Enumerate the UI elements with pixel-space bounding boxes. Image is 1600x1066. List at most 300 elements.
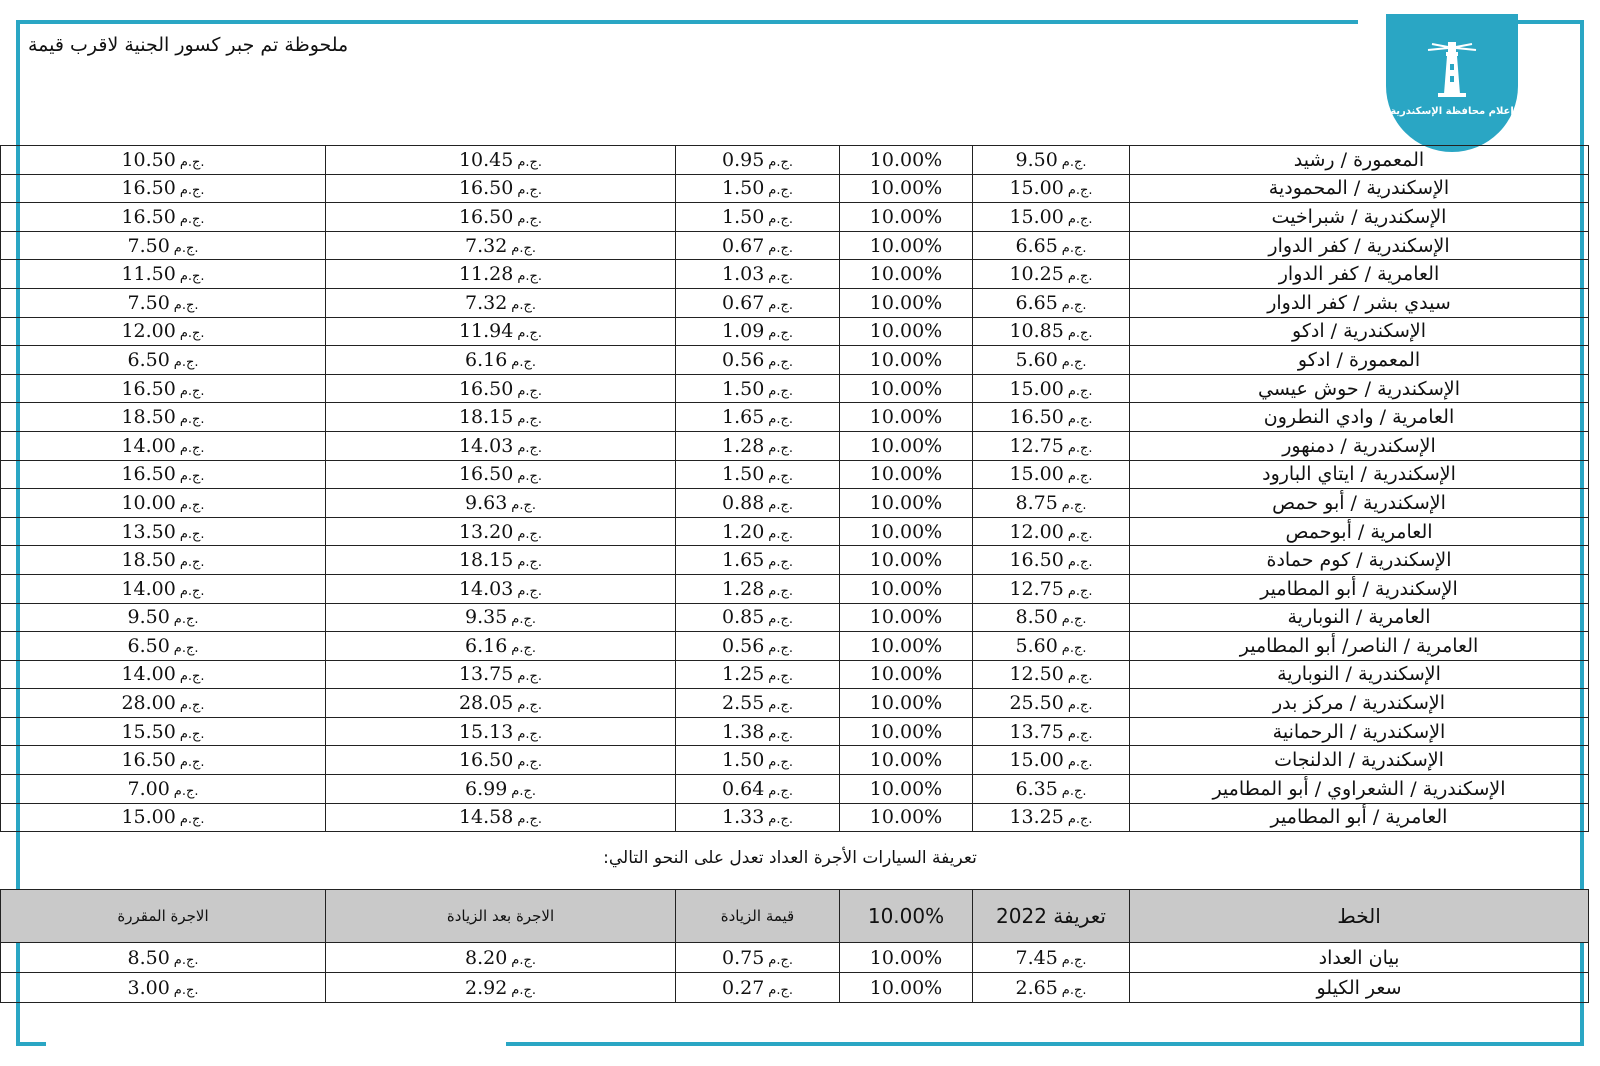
currency-label: ج.م. xyxy=(179,383,205,399)
increase-value-cell-value: 1.28 xyxy=(721,577,765,600)
currency-label: ج.م. xyxy=(768,211,794,227)
final-fare-cell xyxy=(1,546,326,575)
route-name-cell: المعمورة / ادكو xyxy=(1130,346,1589,375)
fare-2022-cell-value: 15.00 xyxy=(1009,205,1064,228)
currency-label: ج.م. xyxy=(517,154,543,170)
percentage-cell: 10.00% xyxy=(840,943,973,973)
percentage-cell: 10.00% xyxy=(840,403,973,432)
currency-label: ج.م. xyxy=(179,211,205,227)
final-fare-cell-value: 9.50 xyxy=(127,606,170,629)
increase-value-cell-value: 1.25 xyxy=(721,663,765,686)
increase-value-cell-value: 0.85 xyxy=(721,606,765,629)
fare-after-increase-cell-value: 2.92 xyxy=(464,976,508,999)
increase-value-cell xyxy=(676,231,840,260)
route-name-cell: العامرية / الناصر/ أبو المطامير xyxy=(1130,632,1589,661)
table-row xyxy=(1,574,1589,603)
currency-label: ج.م. xyxy=(517,211,543,227)
currency-label: ج.م. xyxy=(768,669,794,685)
percentage-cell: 10.00% xyxy=(840,689,973,718)
currency-label: ج.م. xyxy=(768,982,794,998)
fare-after-increase-cell xyxy=(326,689,676,718)
currency-label: ج.م. xyxy=(1061,240,1087,256)
fare-after-increase-cell-value: 9.35 xyxy=(464,606,508,629)
final-fare-cell-value: 8.50 xyxy=(127,946,170,969)
fare-2022-cell xyxy=(973,717,1130,746)
increase-value-cell-value: 1.65 xyxy=(721,549,765,572)
currency-label: ج.م. xyxy=(1067,269,1093,285)
fare-2022-cell-value: 10.85 xyxy=(1009,320,1064,343)
route-name-cell: الإسكندرية / شبراخيت xyxy=(1130,203,1589,232)
fare-after-increase-cell-value: 18.15 xyxy=(458,549,514,572)
currency-label: ج.م. xyxy=(768,326,794,342)
final-fare-cell-value: 14.00 xyxy=(121,434,176,457)
currency-label: ج.م. xyxy=(517,583,543,599)
table-row xyxy=(1,803,1589,832)
fare-2022-cell-value: 12.00 xyxy=(1009,520,1064,543)
currency-label: ج.م. xyxy=(1061,354,1087,370)
rounding-note: ملحوظة تم جبر كسور الجنية لاقرب قيمة xyxy=(28,34,349,56)
final-fare-cell xyxy=(1,717,326,746)
fare-2022-cell xyxy=(973,574,1130,603)
currency-label: ج.م. xyxy=(179,183,205,199)
fare-after-increase-cell xyxy=(326,346,676,375)
fare-2022-cell-value: 7.45 xyxy=(1015,946,1058,969)
table-row xyxy=(1,632,1589,661)
fare-after-increase-cell xyxy=(326,288,676,317)
currency-label: ج.م. xyxy=(768,497,794,513)
increase-value-cell xyxy=(676,431,840,460)
increase-value-cell-value: 0.56 xyxy=(721,634,765,657)
currency-label: ج.م. xyxy=(179,583,205,599)
final-fare-cell xyxy=(1,374,326,403)
percentage-cell: 10.00% xyxy=(840,775,973,804)
fare-2022-cell-value: 25.50 xyxy=(1009,692,1064,715)
currency-label: ج.م. xyxy=(1067,469,1093,485)
increase-value-cell xyxy=(676,489,840,518)
fare-2022-cell-value: 5.60 xyxy=(1015,634,1058,657)
fare-2022-cell xyxy=(973,660,1130,689)
final-fare-cell xyxy=(1,146,326,175)
percentage-cell: 10.00% xyxy=(840,317,973,346)
increase-value-cell xyxy=(676,174,840,203)
percentage-cell: 10.00% xyxy=(840,260,973,289)
percentage-cell: 10.00% xyxy=(840,717,973,746)
route-name-cell: الإسكندرية / الرحمانية xyxy=(1130,717,1589,746)
currency-label: ج.م. xyxy=(173,783,199,799)
fare-2022-cell xyxy=(973,146,1130,175)
percentage-cell: 10.00% xyxy=(840,346,973,375)
final-fare-cell-value: 14.00 xyxy=(121,663,176,686)
table-row xyxy=(1,203,1589,232)
percentage-cell: 10.00% xyxy=(840,231,973,260)
currency-label: ج.م. xyxy=(179,669,205,685)
increase-value-cell-value: 1.09 xyxy=(721,320,765,343)
final-fare-cell-value: 16.50 xyxy=(121,749,176,772)
fare-2022-cell xyxy=(973,603,1130,632)
final-fare-cell-value: 18.50 xyxy=(121,406,176,429)
table-row xyxy=(1,775,1589,804)
fare-2022-cell-value: 13.75 xyxy=(1009,720,1064,743)
fare-2022-cell xyxy=(973,346,1130,375)
fare-2022-cell xyxy=(973,231,1130,260)
final-fare-cell xyxy=(1,174,326,203)
currency-label: ج.م. xyxy=(768,812,794,828)
percentage-cell: 10.00% xyxy=(840,431,973,460)
fare-after-increase-cell-value: 18.15 xyxy=(458,406,514,429)
currency-label: ج.م. xyxy=(1061,297,1087,313)
final-fare-cell xyxy=(1,403,326,432)
final-fare-cell xyxy=(1,260,326,289)
percentage-cell: 10.00% xyxy=(840,460,973,489)
increase-value-cell xyxy=(676,260,840,289)
increase-value-cell-value: 1.65 xyxy=(721,406,765,429)
currency-label: ج.م. xyxy=(517,469,543,485)
increase-value-cell xyxy=(676,460,840,489)
increase-value-cell-value: 2.55 xyxy=(721,692,765,715)
route-name-cell: الإسكندرية / مركز بدر xyxy=(1130,689,1589,718)
fare-after-increase-cell-value: 14.03 xyxy=(458,434,514,457)
frame-bottom-right-border xyxy=(506,1042,1584,1046)
table-row xyxy=(1,943,1589,973)
currency-label: ج.م. xyxy=(768,952,794,968)
fare-after-increase-cell xyxy=(326,803,676,832)
currency-label: ج.م. xyxy=(517,755,543,771)
fare-2022-cell-value: 15.00 xyxy=(1009,463,1064,486)
final-fare-cell-value: 28.00 xyxy=(121,692,176,715)
fare-2022-cell-value: 15.00 xyxy=(1009,377,1064,400)
increase-value-cell-value: 1.50 xyxy=(721,377,765,400)
final-fare-cell-value: 14.00 xyxy=(121,577,176,600)
fare-2022-cell-value: 12.50 xyxy=(1009,663,1064,686)
currency-label: ج.م. xyxy=(511,354,537,370)
final-fare-cell xyxy=(1,660,326,689)
fare-after-increase-cell-value: 14.03 xyxy=(458,577,514,600)
currency-label: ج.م. xyxy=(517,440,543,456)
final-fare-cell-value: 6.50 xyxy=(127,634,170,657)
fare-after-increase-cell xyxy=(326,746,676,775)
currency-label: ج.م. xyxy=(1067,440,1093,456)
currency-label: ج.م. xyxy=(173,640,199,656)
final-fare-cell xyxy=(1,632,326,661)
fare-after-increase-cell xyxy=(326,517,676,546)
fare-2022-cell-value: 6.65 xyxy=(1015,234,1058,257)
increase-value-cell-value: 1.33 xyxy=(721,806,765,829)
table-row xyxy=(1,288,1589,317)
fare-2022-cell xyxy=(973,746,1130,775)
currency-label: ج.م. xyxy=(511,297,537,313)
header-final-fare: الاجرة المقررة xyxy=(1,890,326,943)
fare-2022-cell xyxy=(973,546,1130,575)
currency-label: ج.م. xyxy=(1061,982,1087,998)
increase-value-cell-value: 0.88 xyxy=(721,491,765,514)
final-fare-cell-value: 16.50 xyxy=(121,463,176,486)
fare-after-increase-cell-value: 7.32 xyxy=(464,234,508,257)
currency-label: ج.م. xyxy=(179,440,205,456)
table-row xyxy=(1,374,1589,403)
fare-after-increase-cell-value: 13.75 xyxy=(458,663,514,686)
currency-label: ج.م. xyxy=(173,354,199,370)
route-name-cell: المعمورة / رشيد xyxy=(1130,146,1589,175)
fare-after-increase-cell-value: 6.16 xyxy=(464,634,508,657)
fare-after-increase-cell-value: 6.16 xyxy=(464,348,508,371)
fare-after-increase-cell-value: 16.50 xyxy=(458,205,514,228)
currency-label: ج.م. xyxy=(1067,383,1093,399)
increase-value-cell-value: 0.56 xyxy=(721,348,765,371)
fare-after-increase-cell xyxy=(326,943,676,973)
final-fare-cell-value: 16.50 xyxy=(121,205,176,228)
meter-header-row xyxy=(1,890,1589,943)
fare-2022-cell xyxy=(973,374,1130,403)
meter-taxi-title: تعريفة السيارات الأجرة العداد تعدل على النحو التالي: xyxy=(603,848,977,868)
table-row xyxy=(1,660,1589,689)
route-name-cell: الإسكندرية / المحمودية xyxy=(1130,174,1589,203)
currency-label: ج.م. xyxy=(768,354,794,370)
fare-after-increase-cell xyxy=(326,231,676,260)
route-name-cell: الإسكندرية / الدلنجات xyxy=(1130,746,1589,775)
final-fare-cell-value: 7.50 xyxy=(127,291,170,314)
currency-label: ج.م. xyxy=(1061,783,1087,799)
currency-label: ج.م. xyxy=(179,269,205,285)
fare-2022-cell-value: 12.75 xyxy=(1009,577,1064,600)
table-row xyxy=(1,603,1589,632)
final-fare-cell-value: 7.00 xyxy=(127,777,170,800)
table-row xyxy=(1,489,1589,518)
meter-taxi-table xyxy=(0,889,1589,1003)
currency-label: ج.م. xyxy=(1067,669,1093,685)
frame-bottom-left-border xyxy=(16,1042,46,1046)
final-fare-cell xyxy=(1,973,326,1003)
fare-2022-cell xyxy=(973,203,1130,232)
header-increase-value: قيمة الزيادة xyxy=(676,890,840,943)
route-name-cell: العامرية / كفر الدوار xyxy=(1130,260,1589,289)
currency-label: ج.م. xyxy=(173,952,199,968)
fare-after-increase-cell-value: 8.20 xyxy=(464,946,508,969)
currency-label: ج.م. xyxy=(768,783,794,799)
table-row xyxy=(1,517,1589,546)
final-fare-cell-value: 7.50 xyxy=(127,234,170,257)
increase-value-cell-value: 0.67 xyxy=(721,234,765,257)
currency-label: ج.م. xyxy=(517,383,543,399)
final-fare-cell xyxy=(1,775,326,804)
percentage-cell: 10.00% xyxy=(840,803,973,832)
header-percentage: 10.00% xyxy=(840,890,973,943)
fare-2022-cell-value: 10.25 xyxy=(1009,263,1064,286)
increase-value-cell-value: 0.75 xyxy=(721,946,765,969)
currency-label: ج.م. xyxy=(768,412,794,428)
currency-label: ج.م. xyxy=(1067,555,1093,571)
currency-label: ج.م. xyxy=(179,526,205,542)
final-fare-cell xyxy=(1,317,326,346)
fare-2022-cell xyxy=(973,803,1130,832)
fare-after-increase-cell xyxy=(326,775,676,804)
table-row xyxy=(1,717,1589,746)
currency-label: ج.م. xyxy=(1067,183,1093,199)
fare-after-increase-cell xyxy=(326,146,676,175)
route-name-cell: سعر الكيلو xyxy=(1130,973,1589,1003)
fare-2022-cell xyxy=(973,288,1130,317)
fare-2022-cell-value: 15.00 xyxy=(1009,177,1064,200)
currency-label: ج.م. xyxy=(1067,755,1093,771)
currency-label: ج.م. xyxy=(768,383,794,399)
percentage-cell: 10.00% xyxy=(840,632,973,661)
currency-label: ج.م. xyxy=(511,982,537,998)
route-name-cell: العامرية / أبو المطامير xyxy=(1130,803,1589,832)
currency-label: ج.م. xyxy=(768,269,794,285)
final-fare-cell-value: 11.50 xyxy=(121,263,176,286)
fare-after-increase-cell-value: 15.13 xyxy=(458,720,514,743)
fare-after-increase-cell xyxy=(326,374,676,403)
currency-label: ج.م. xyxy=(179,698,205,714)
fare-2022-cell xyxy=(973,973,1130,1003)
fare-after-increase-cell-value: 7.32 xyxy=(464,291,508,314)
final-fare-cell-value: 15.50 xyxy=(121,720,176,743)
percentage-cell: 10.00% xyxy=(840,146,973,175)
fare-after-increase-cell-value: 14.58 xyxy=(458,806,514,829)
increase-value-cell-value: 0.67 xyxy=(721,291,765,314)
increase-value-cell-value: 1.28 xyxy=(721,434,765,457)
final-fare-cell-value: 15.00 xyxy=(121,806,176,829)
increase-value-cell-value: 1.50 xyxy=(721,205,765,228)
fare-2022-cell xyxy=(973,403,1130,432)
currency-label: ج.م. xyxy=(179,812,205,828)
table-row xyxy=(1,546,1589,575)
final-fare-cell-value: 6.50 xyxy=(127,348,170,371)
governorate-media-badge xyxy=(1386,14,1518,152)
fare-2022-cell xyxy=(973,632,1130,661)
final-fare-cell-value: 13.50 xyxy=(121,520,176,543)
currency-label: ج.م. xyxy=(173,982,199,998)
currency-label: ج.م. xyxy=(1067,326,1093,342)
currency-label: ج.م. xyxy=(768,698,794,714)
table-row xyxy=(1,231,1589,260)
final-fare-cell xyxy=(1,460,326,489)
currency-label: ج.م. xyxy=(1067,526,1093,542)
currency-label: ج.م. xyxy=(179,497,205,513)
route-name-cell: العامرية / أبوحمص xyxy=(1130,517,1589,546)
currency-label: ج.م. xyxy=(768,640,794,656)
currency-label: ج.م. xyxy=(517,326,543,342)
table-row xyxy=(1,174,1589,203)
increase-value-cell xyxy=(676,346,840,375)
currency-label: ج.م. xyxy=(768,240,794,256)
fare-after-increase-cell-value: 16.50 xyxy=(458,377,514,400)
fare-2022-cell-value: 6.65 xyxy=(1015,291,1058,314)
percentage-cell: 10.00% xyxy=(840,746,973,775)
table-row xyxy=(1,403,1589,432)
increase-value-cell xyxy=(676,660,840,689)
percentage-cell: 10.00% xyxy=(840,546,973,575)
final-fare-cell-value: 3.00 xyxy=(127,976,170,999)
table-row xyxy=(1,346,1589,375)
percentage-cell: 10.00% xyxy=(840,574,973,603)
increase-value-cell xyxy=(676,288,840,317)
fare-after-increase-cell xyxy=(326,174,676,203)
fare-2022-cell-value: 5.60 xyxy=(1015,348,1058,371)
increase-value-cell-value: 0.64 xyxy=(721,777,765,800)
currency-label: ج.م. xyxy=(173,297,199,313)
currency-label: ج.م. xyxy=(179,326,205,342)
fare-2022-cell-value: 12.75 xyxy=(1009,434,1064,457)
fare-after-increase-cell-value: 11.28 xyxy=(458,263,514,286)
route-name-cell: الإسكندرية / ادكو xyxy=(1130,317,1589,346)
lighthouse-icon xyxy=(1424,36,1480,98)
increase-value-cell xyxy=(676,632,840,661)
fare-after-increase-cell xyxy=(326,317,676,346)
currency-label: ج.م. xyxy=(1067,412,1093,428)
increase-value-cell xyxy=(676,574,840,603)
currency-label: ج.م. xyxy=(768,526,794,542)
increase-value-cell xyxy=(676,689,840,718)
fare-after-increase-cell-value: 9.63 xyxy=(464,491,508,514)
fare-after-increase-cell-value: 16.50 xyxy=(458,749,514,772)
route-name-cell: الإسكندرية / ايتاي البارود xyxy=(1130,460,1589,489)
currency-label: ج.م. xyxy=(173,240,199,256)
increase-value-cell-value: 1.38 xyxy=(721,720,765,743)
currency-label: ج.م. xyxy=(1061,497,1087,513)
fare-after-increase-cell-value: 16.50 xyxy=(458,463,514,486)
fare-2022-cell-value: 2.65 xyxy=(1015,976,1058,999)
increase-value-cell xyxy=(676,146,840,175)
final-fare-cell-value: 10.50 xyxy=(121,148,176,171)
increase-value-cell xyxy=(676,775,840,804)
final-fare-cell xyxy=(1,346,326,375)
currency-label: ج.م. xyxy=(1061,612,1087,628)
increase-value-cell xyxy=(676,546,840,575)
currency-label: ج.م. xyxy=(1067,583,1093,599)
increase-value-cell xyxy=(676,717,840,746)
fare-2022-cell-value: 16.50 xyxy=(1009,549,1064,572)
increase-value-cell xyxy=(676,517,840,546)
fare-2022-cell xyxy=(973,174,1130,203)
currency-label: ج.م. xyxy=(768,440,794,456)
currency-label: ج.م. xyxy=(179,755,205,771)
final-fare-cell xyxy=(1,689,326,718)
increase-value-cell-value: 0.27 xyxy=(721,976,765,999)
increase-value-cell-value: 1.20 xyxy=(721,520,765,543)
percentage-cell: 10.00% xyxy=(840,288,973,317)
table-row xyxy=(1,146,1589,175)
currency-label: ج.م. xyxy=(1061,952,1087,968)
route-name-cell: العامرية / النوبارية xyxy=(1130,603,1589,632)
header-fare-2022: تعريفة 2022 xyxy=(973,890,1130,943)
currency-label: ج.م. xyxy=(179,469,205,485)
currency-label: ج.م. xyxy=(768,583,794,599)
final-fare-cell xyxy=(1,231,326,260)
table-row xyxy=(1,973,1589,1003)
table-row xyxy=(1,746,1589,775)
fare-after-increase-cell xyxy=(326,203,676,232)
fare-2022-cell-value: 16.50 xyxy=(1009,406,1064,429)
final-fare-cell xyxy=(1,943,326,973)
table-row xyxy=(1,460,1589,489)
currency-label: ج.م. xyxy=(517,555,543,571)
fare-2022-cell-value: 13.25 xyxy=(1009,806,1064,829)
fare-2022-cell xyxy=(973,775,1130,804)
frame-top-border xyxy=(16,20,1358,24)
currency-label: ج.م. xyxy=(511,783,537,799)
final-fare-cell-value: 16.50 xyxy=(121,177,176,200)
increase-value-cell xyxy=(676,746,840,775)
increase-value-cell xyxy=(676,603,840,632)
currency-label: ج.م. xyxy=(517,812,543,828)
currency-label: ج.م. xyxy=(517,669,543,685)
percentage-cell: 10.00% xyxy=(840,489,973,518)
currency-label: ج.م. xyxy=(179,726,205,742)
fare-after-increase-cell-value: 16.50 xyxy=(458,177,514,200)
fare-after-increase-cell xyxy=(326,717,676,746)
header-fare-after-increase: الاجرة بعد الزيادة xyxy=(326,890,676,943)
badge-text: إعلام محافظة الإسكندرية xyxy=(1390,106,1514,117)
